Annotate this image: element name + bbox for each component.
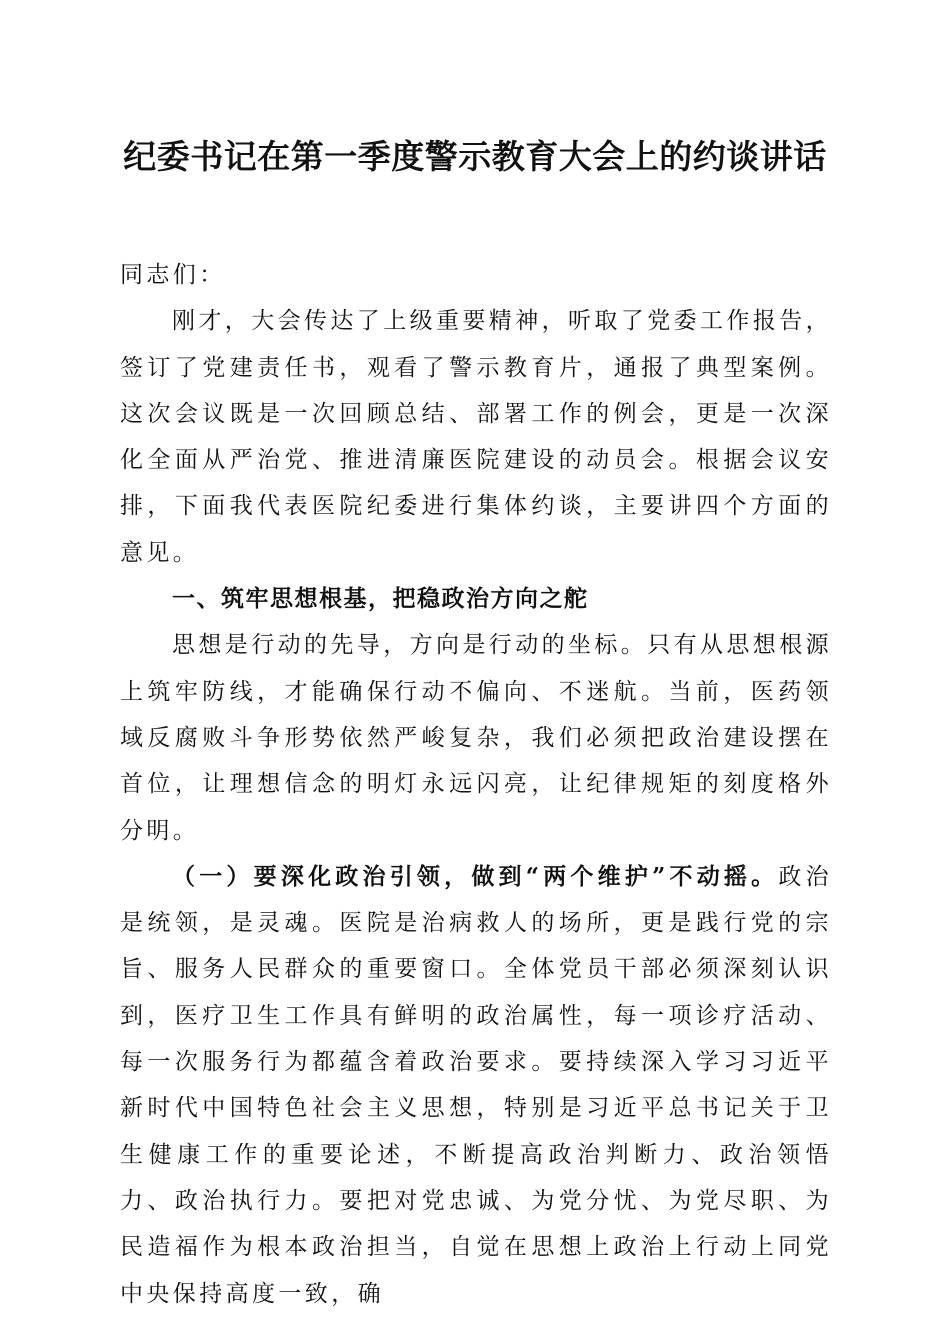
intro-paragraph: 刚才，大会传达了上级重要精神，听取了党委工作报告，签订了党建责任书，观看了警示教育片，通报了典型案例。这次会议既是一次回顾总结、部署工作的例会，更是一次深化全面从严治党、推进清廉医院建设的动员会。根据会议安排，下面我代表医院纪委进行集体约谈，主要讲四个方面的意见。 [120, 308, 832, 566]
section-1-paragraph: 思想是行动的先导，方向是行动的坐标。只有从思想根源上筑牢防线，才能确保行动不偏向、不迷航。当前，医药领域反腐败斗争形势依然严峻复杂，我们必须把政治建设摆在首位，让理想信念的明灯永远闪亮，让纪律规矩的刻度格外分明。 [120, 632, 832, 844]
section-1-heading: 一、筑牢思想根基，把稳政治方向之舵 [172, 586, 589, 613]
salutation: 同志们： [120, 262, 226, 288]
subsection-1-text: 政治是统领，是灵魂。医院是治病救人的场所，更是践行党的宗旨、服务人民群众的重要窗口。全体党员干部必须深刻认识到，医疗卫生工作具有鲜明的政治属性，每一项诊疗活动、每一次服务行为都蕴含着政治要求。要持续深入学习习近平新时代中国特色社会主义思想，特别是习近平总书记关于卫生健康工作的重要论述，不断提高政治判断力、政治领悟力、政治执行力。要把对党忠诚、为党分忧、为党尽职、为民造福作为根本政治担当，自觉在思想上政治上行动上同党中央保持高度一致，确 [120, 863, 832, 1307]
document-title: 纪委书记在第一季度警示教育大会上的约谈讲话 [123, 137, 827, 176]
subsection-1-paragraph [120, 854, 832, 1317]
subsection-1-lead: （一）要深化政治引领，做到“两个维护”不动摇。 [172, 862, 779, 890]
document-body [120, 252, 832, 1317]
